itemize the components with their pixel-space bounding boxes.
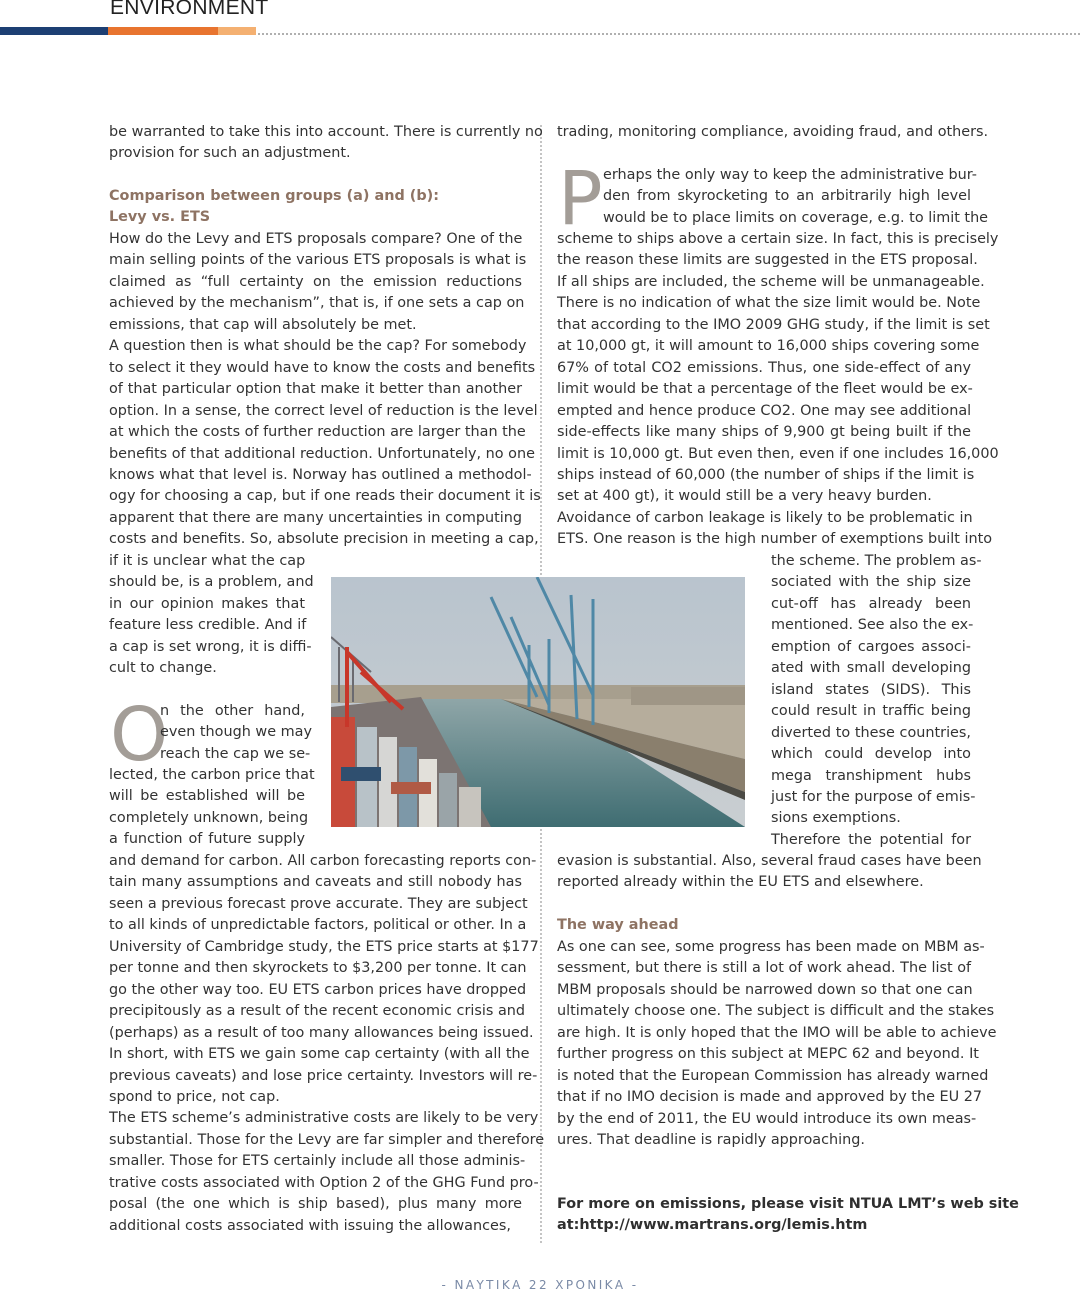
- text-line: How do the Levy and ETS proposals compare? One of the: [109, 231, 523, 247]
- text-line: reported already within the EU ETS and elsewhere.: [557, 874, 924, 891]
- text-line: As one can see, some progress has been made on MBM as-: [557, 939, 985, 955]
- text-line: limit would be that a percentage of the fleet would be ex-: [557, 381, 973, 398]
- dropcap-o: O: [110, 692, 169, 778]
- header-dotted-rule: [258, 33, 1080, 35]
- text-line: is noted that the European Commission has already warned: [557, 1067, 989, 1084]
- container-port-photo: [331, 577, 745, 827]
- text-line: in our opinion makes that: [109, 595, 305, 612]
- left-bottom-paragraphs: [109, 851, 545, 1237]
- right-body-paragraphs: [557, 229, 999, 551]
- text-line: precipitously as a result of the recent economic crisis and: [109, 1003, 526, 1020]
- text-line: at 10,000 gt, it will amount to 16,000 ships covering some: [557, 338, 980, 355]
- text-line: cut-off has already been: [771, 595, 971, 612]
- heading-line: Comparison between groups (a) and (b):: [109, 188, 439, 204]
- text-line: ultimately choose one. The subject is difficult and the stakes: [557, 1003, 995, 1020]
- text-line: that according to the IMO 2009 GHG study, if the limit is set: [557, 316, 990, 333]
- text-line: side-effects like many ships of 9,900 gt being built if the: [557, 424, 971, 441]
- right-dropcap-lines: [603, 165, 989, 229]
- text-line: claimed as “full certainty on the emission reductions: [109, 273, 522, 290]
- text-line: evasion is substantial. Also, several fraud cases have been: [557, 853, 982, 869]
- text-line: the scheme. The problem as-: [771, 553, 982, 569]
- text-line: achieved by the mechanism”, that is, if one sets a cap on: [109, 295, 525, 312]
- text-line: a cap is set wrong, it is diffi-: [109, 638, 312, 655]
- text-line: emissions, that cap will absolutely be met.: [109, 316, 417, 333]
- text-line: apparent that there are many uncertainties in computing: [109, 509, 522, 526]
- text-line: that if no IMO decision is made and approved by the EU 27: [557, 1089, 983, 1106]
- callout-line: For more on emissions, please visit NTUA LMT’s web site: [557, 1196, 1019, 1212]
- section-title: ENVIRONMENT: [110, 0, 269, 19]
- text-line: mentioned. See also the ex-: [771, 617, 974, 634]
- header-bar-blue: [0, 27, 108, 35]
- text-line: University of Cambridge study, the ETS price starts at $177: [109, 938, 539, 955]
- text-line: n the other hand,: [160, 703, 305, 719]
- text-line: could result in traffic being: [771, 703, 971, 720]
- more-info-callout: [557, 1194, 1019, 1237]
- text-line: reach the cap we se-: [160, 745, 311, 762]
- text-line: sions exemptions.: [771, 810, 901, 827]
- text-line: provision for such an adjustment.: [109, 145, 351, 162]
- text-line: are high. It is only hoped that the IMO will be able to achieve: [557, 1024, 997, 1041]
- text-line: trative costs associated with Option 2 of the GHG Fund pro-: [109, 1174, 539, 1191]
- text-line: the reason these limits are suggested in the ETS proposal.: [557, 252, 978, 269]
- heading-line: Levy vs. ETS: [109, 209, 211, 226]
- text-line: further progress on this subject at MEPC 62 and beyond. It: [557, 1046, 979, 1063]
- text-line: den from skyrocketing to an arbitrarily high level: [603, 188, 971, 205]
- text-line: Therefore the potential for: [771, 831, 971, 848]
- text-line: per tonne and then skyrockets to $3,200 per tonne. It can: [109, 960, 527, 977]
- text-line: of that particular option that make it better than another: [109, 381, 522, 398]
- section-heading-levy-vs-ets: [109, 186, 522, 229]
- text-line: by the end of 2011, the EU would introduce its own meas-: [557, 1110, 977, 1127]
- right-intro-line: [557, 122, 989, 143]
- text-line: 67% of total CO2 emissions. Thus, one side-effect of any: [557, 359, 971, 376]
- right-after-paragraph: [557, 851, 982, 894]
- text-line: limit is 10,000 gt. But even then, even if one includes 16,000: [557, 445, 999, 462]
- dropcap-p: P: [558, 156, 603, 242]
- text-line: to select it they would have to know the costs and benefits: [109, 359, 536, 376]
- text-line: will be established will be: [109, 788, 305, 805]
- text-line: posal (the one which is ship based), plus many more: [109, 1196, 522, 1213]
- text-line: feature less credible. And if: [109, 617, 307, 634]
- text-line: empted and hence produce CO2. One may see additional: [557, 402, 972, 419]
- text-line: previous caveats) and lose price certainty. Investors will re-: [109, 1067, 538, 1084]
- text-line: erhaps the only way to keep the administrative bur-: [603, 167, 977, 183]
- right-way-ahead-paragraph: [557, 937, 997, 1152]
- text-line: island states (SIDS). This: [771, 681, 971, 698]
- right-narrow-paragraph: [771, 551, 982, 851]
- text-line: tain many assumptions and caveats and still nobody has: [109, 874, 522, 891]
- text-line: even though we may: [160, 724, 312, 741]
- text-line: costs and benefits. So, absolute precision in meeting a cap,: [109, 531, 539, 548]
- text-line: main selling points of the various ETS proposals is what is: [109, 252, 527, 269]
- text-line: lected, the carbon price that: [109, 767, 315, 783]
- page-footer: - ΝΑΥΤΙΚΑ 22 ΧΡΟΝΙΚΑ -: [441, 1278, 639, 1292]
- text-line: ogy for choosing a cap, but if one reads their document it is: [109, 488, 541, 505]
- left-body-paragraphs: [109, 229, 541, 551]
- text-line: If all ships are included, the scheme will be unmanageable.: [557, 273, 985, 290]
- text-line: would be to place limits on coverage, e.g. to limit the: [603, 209, 989, 226]
- text-line: diverted to these countries,: [771, 724, 971, 741]
- text-line: ships instead of 60,000 (the number of ships if the limit is: [557, 466, 975, 483]
- text-line: (perhaps) as a result of too many allowances being issued.: [109, 1024, 534, 1041]
- text-line: to all kinds of unpredictable factors, political or other. In a: [109, 917, 527, 934]
- text-line: trading, monitoring compliance, avoiding fraud, and others.: [557, 124, 989, 140]
- website-link[interactable]: at:http://www.martrans.org/lemis.htm: [557, 1217, 868, 1234]
- text-line: should be, is a problem, and: [109, 574, 314, 591]
- text-line: set at 400 gt), it would still be a very heavy burden.: [557, 488, 932, 505]
- text-line: MBM proposals should be narrowed down so that one can: [557, 981, 973, 998]
- text-line: ETS. One reason is the high number of exemptions built into: [557, 531, 993, 548]
- header-bar-orange: [108, 27, 218, 35]
- text-line: completely unknown, being: [109, 809, 309, 826]
- text-line: additional costs associated with issuing the allowances,: [109, 1217, 511, 1234]
- left-narrow-paragraph: [109, 551, 314, 680]
- text-line: ures. That deadline is rapidly approaching.: [557, 1132, 865, 1149]
- text-line: The ETS scheme’s administrative costs are likely to be very: [109, 1110, 539, 1127]
- text-line: if it is unclear what the cap: [109, 553, 306, 569]
- text-line: emption of cargoes associ-: [771, 638, 971, 655]
- text-line: knows what that level is. Norway has outlined a methodol-: [109, 466, 532, 483]
- text-line: A question then is what should be the cap? For somebody: [109, 338, 527, 355]
- section-heading-way-ahead: [557, 915, 971, 936]
- heading-line: The way ahead: [557, 917, 679, 933]
- left-after-dropcap: [109, 765, 315, 851]
- text-line: mega transhipment hubs: [771, 767, 971, 784]
- text-line: In short, with ETS we gain some cap certainty (with all the: [109, 1046, 530, 1063]
- text-line: ated with small developing: [771, 660, 971, 677]
- text-line: just for the purpose of emis-: [771, 788, 976, 805]
- left-dropcap-lines: [160, 701, 312, 765]
- left-intro-paragraph: [109, 122, 543, 165]
- text-line: There is no indication of what the size limit would be. Note: [557, 295, 981, 312]
- text-line: benefits of that additional reduction. Unfortunately, no one: [109, 445, 535, 462]
- text-line: which could develop into: [771, 746, 971, 763]
- text-line: go the other way too. EU ETS carbon prices have dropped: [109, 981, 527, 998]
- text-line: smaller. Those for ETS certainly include all those adminis-: [109, 1153, 526, 1170]
- text-line: sociated with the ship size: [771, 574, 971, 591]
- text-line: scheme to ships above a certain size. In fact, this is precisely: [557, 231, 999, 247]
- text-line: be warranted to take this into account. There is currently no: [109, 124, 543, 140]
- text-line: sessment, but there is still a lot of work ahead. The list of: [557, 960, 972, 977]
- text-line: substantial. Those for the Levy are far simpler and therefore: [109, 1131, 545, 1148]
- text-line: spond to price, not cap.: [109, 1088, 280, 1105]
- text-line: a function of future supply: [109, 831, 305, 848]
- text-line: and demand for carbon. All carbon forecasting reports con-: [109, 853, 537, 869]
- text-line: seen a previous forecast prove accurate. They are subject: [109, 895, 528, 912]
- text-line: at which the costs of further reduction are larger than the: [109, 424, 526, 441]
- text-line: cult to change.: [109, 660, 217, 677]
- header-bar-light-orange: [218, 27, 256, 35]
- text-line: Avoidance of carbon leakage is likely to be problematic in: [557, 509, 973, 526]
- text-line: option. In a sense, the correct level of reduction is the level: [109, 402, 538, 419]
